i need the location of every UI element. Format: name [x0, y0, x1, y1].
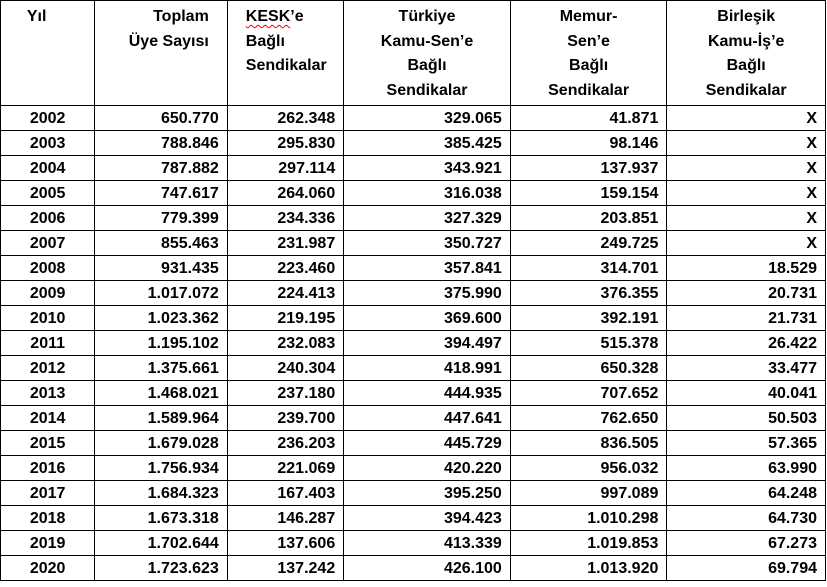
header-birlesik-kamuis: Birleşik Kamu-İş’e Bağlı Sendikalar: [667, 1, 826, 106]
cell-year: 2012: [1, 356, 95, 381]
cell-kesk: 295.830: [227, 131, 343, 156]
cell-year: 2008: [1, 256, 95, 281]
cell-memursen: 515.378: [510, 331, 667, 356]
cell-birlesik-kamuis: 26.422: [667, 331, 826, 356]
cell-total-members: 779.399: [95, 206, 227, 231]
cell-turkiye-kamusen: 444.935: [344, 381, 511, 406]
cell-year: 2006: [1, 206, 95, 231]
cell-total-members: 787.882: [95, 156, 227, 181]
cell-kesk: 221.069: [227, 456, 343, 481]
cell-memursen: 1.013.920: [510, 556, 667, 581]
cell-memursen: 203.851: [510, 206, 667, 231]
cell-kesk: 239.700: [227, 406, 343, 431]
table-row: [1, 281, 826, 306]
cell-birlesik-kamuis: 18.529: [667, 256, 826, 281]
cell-birlesik-kamuis: 69.794: [667, 556, 826, 581]
cell-turkiye-kamusen: 385.425: [344, 131, 511, 156]
cell-total-members: 1.673.318: [95, 506, 227, 531]
cell-kesk: 234.336: [227, 206, 343, 231]
cell-total-members: 1.023.362: [95, 306, 227, 331]
cell-birlesik-kamuis: 64.730: [667, 506, 826, 531]
table-row: [1, 256, 826, 281]
cell-turkiye-kamusen: 350.727: [344, 231, 511, 256]
cell-kesk: 223.460: [227, 256, 343, 281]
cell-turkiye-kamusen: 394.497: [344, 331, 511, 356]
cell-kesk: 232.083: [227, 331, 343, 356]
cell-year: 2017: [1, 481, 95, 506]
cell-year: 2004: [1, 156, 95, 181]
cell-memursen: 392.191: [510, 306, 667, 331]
cell-turkiye-kamusen: 369.600: [344, 306, 511, 331]
header-total-members: Toplam Üye Sayısı: [95, 1, 227, 106]
cell-turkiye-kamusen: 343.921: [344, 156, 511, 181]
cell-turkiye-kamusen: 426.100: [344, 556, 511, 581]
cell-year: 2010: [1, 306, 95, 331]
cell-total-members: 1.589.964: [95, 406, 227, 431]
table-row: [1, 381, 826, 406]
cell-kesk: 264.060: [227, 181, 343, 206]
cell-turkiye-kamusen: 327.329: [344, 206, 511, 231]
cell-year: 2015: [1, 431, 95, 456]
cell-total-members: 1.375.661: [95, 356, 227, 381]
cell-total-members: 650.770: [95, 106, 227, 131]
cell-total-members: 788.846: [95, 131, 227, 156]
cell-year: 2014: [1, 406, 95, 431]
cell-year: 2011: [1, 331, 95, 356]
cell-memursen: 836.505: [510, 431, 667, 456]
cell-kesk: 240.304: [227, 356, 343, 381]
cell-kesk: 137.606: [227, 531, 343, 556]
table-row: [1, 106, 826, 131]
cell-birlesik-kamuis: X: [667, 156, 826, 181]
cell-birlesik-kamuis: 67.273: [667, 531, 826, 556]
table-row: [1, 131, 826, 156]
cell-memursen: 956.032: [510, 456, 667, 481]
cell-turkiye-kamusen: 394.423: [344, 506, 511, 531]
cell-birlesik-kamuis: 20.731: [667, 281, 826, 306]
cell-kesk: 219.195: [227, 306, 343, 331]
cell-birlesik-kamuis: 40.041: [667, 381, 826, 406]
cell-turkiye-kamusen: 445.729: [344, 431, 511, 456]
cell-kesk: 146.287: [227, 506, 343, 531]
table-row: [1, 431, 826, 456]
cell-memursen: 249.725: [510, 231, 667, 256]
table-row: [1, 306, 826, 331]
cell-turkiye-kamusen: 420.220: [344, 456, 511, 481]
header-memursen: Memur- Sen’e Bağlı Sendikalar: [510, 1, 667, 106]
table-row: [1, 556, 826, 581]
cell-total-members: 1.702.644: [95, 531, 227, 556]
cell-turkiye-kamusen: 447.641: [344, 406, 511, 431]
cell-year: 2018: [1, 506, 95, 531]
cell-memursen: 650.328: [510, 356, 667, 381]
cell-birlesik-kamuis: X: [667, 206, 826, 231]
table-row: [1, 481, 826, 506]
cell-memursen: 376.355: [510, 281, 667, 306]
cell-year: 2016: [1, 456, 95, 481]
cell-total-members: 1.468.021: [95, 381, 227, 406]
header-turkiye-kamusen: Türkiye Kamu-Sen’e Bağlı Sendikalar: [344, 1, 511, 106]
table-row: [1, 181, 826, 206]
cell-memursen: 997.089: [510, 481, 667, 506]
cell-turkiye-kamusen: 395.250: [344, 481, 511, 506]
cell-birlesik-kamuis: X: [667, 231, 826, 256]
table-row: [1, 206, 826, 231]
table-body: [1, 106, 826, 581]
cell-total-members: 1.679.028: [95, 431, 227, 456]
cell-year: 2003: [1, 131, 95, 156]
cell-memursen: 1.010.298: [510, 506, 667, 531]
cell-birlesik-kamuis: X: [667, 106, 826, 131]
cell-birlesik-kamuis: 63.990: [667, 456, 826, 481]
cell-memursen: 707.652: [510, 381, 667, 406]
cell-kesk: 237.180: [227, 381, 343, 406]
cell-total-members: 1.195.102: [95, 331, 227, 356]
cell-kesk: 297.114: [227, 156, 343, 181]
cell-turkiye-kamusen: 329.065: [344, 106, 511, 131]
cell-kesk: 236.203: [227, 431, 343, 456]
cell-memursen: 314.701: [510, 256, 667, 281]
header-kesk: [227, 1, 343, 106]
cell-year: 2019: [1, 531, 95, 556]
cell-kesk: 224.413: [227, 281, 343, 306]
table-row: [1, 356, 826, 381]
cell-memursen: 98.146: [510, 131, 667, 156]
cell-kesk: 167.403: [227, 481, 343, 506]
cell-memursen: 137.937: [510, 156, 667, 181]
cell-memursen: 1.019.853: [510, 531, 667, 556]
cell-birlesik-kamuis: 57.365: [667, 431, 826, 456]
cell-year: 2009: [1, 281, 95, 306]
table-row: [1, 456, 826, 481]
cell-total-members: 1.017.072: [95, 281, 227, 306]
cell-turkiye-kamusen: 357.841: [344, 256, 511, 281]
cell-turkiye-kamusen: 375.990: [344, 281, 511, 306]
cell-year: 2002: [1, 106, 95, 131]
cell-birlesik-kamuis: 21.731: [667, 306, 826, 331]
header-kesk-rest: ’e Bağlı Sendikalar: [245, 8, 327, 74]
cell-kesk: 231.987: [227, 231, 343, 256]
cell-total-members: 931.435: [95, 256, 227, 281]
cell-memursen: 41.871: [510, 106, 667, 131]
cell-turkiye-kamusen: 418.991: [344, 356, 511, 381]
cell-year: 2005: [1, 181, 95, 206]
cell-year: 2007: [1, 231, 95, 256]
header-year: Yıl: [1, 1, 95, 106]
table-row: [1, 156, 826, 181]
table-row: [1, 406, 826, 431]
cell-turkiye-kamusen: 413.339: [344, 531, 511, 556]
cell-total-members: 1.756.934: [95, 456, 227, 481]
table-row: [1, 531, 826, 556]
cell-total-members: 1.684.323: [95, 481, 227, 506]
header-kesk-abbr: KESK: [245, 8, 291, 25]
cell-memursen: 159.154: [510, 181, 667, 206]
cell-birlesik-kamuis: X: [667, 181, 826, 206]
cell-year: 2020: [1, 556, 95, 581]
table-row: [1, 231, 826, 256]
cell-total-members: 1.723.623: [95, 556, 227, 581]
cell-turkiye-kamusen: 316.038: [344, 181, 511, 206]
table-row: [1, 506, 826, 531]
header-row: [1, 1, 826, 106]
cell-birlesik-kamuis: 64.248: [667, 481, 826, 506]
cell-birlesik-kamuis: 50.503: [667, 406, 826, 431]
cell-year: 2013: [1, 381, 95, 406]
cell-birlesik-kamuis: X: [667, 131, 826, 156]
table-row: [1, 331, 826, 356]
cell-total-members: 855.463: [95, 231, 227, 256]
cell-kesk: 137.242: [227, 556, 343, 581]
cell-kesk: 262.348: [227, 106, 343, 131]
cell-total-members: 747.617: [95, 181, 227, 206]
cell-birlesik-kamuis: 33.477: [667, 356, 826, 381]
cell-memursen: 762.650: [510, 406, 667, 431]
